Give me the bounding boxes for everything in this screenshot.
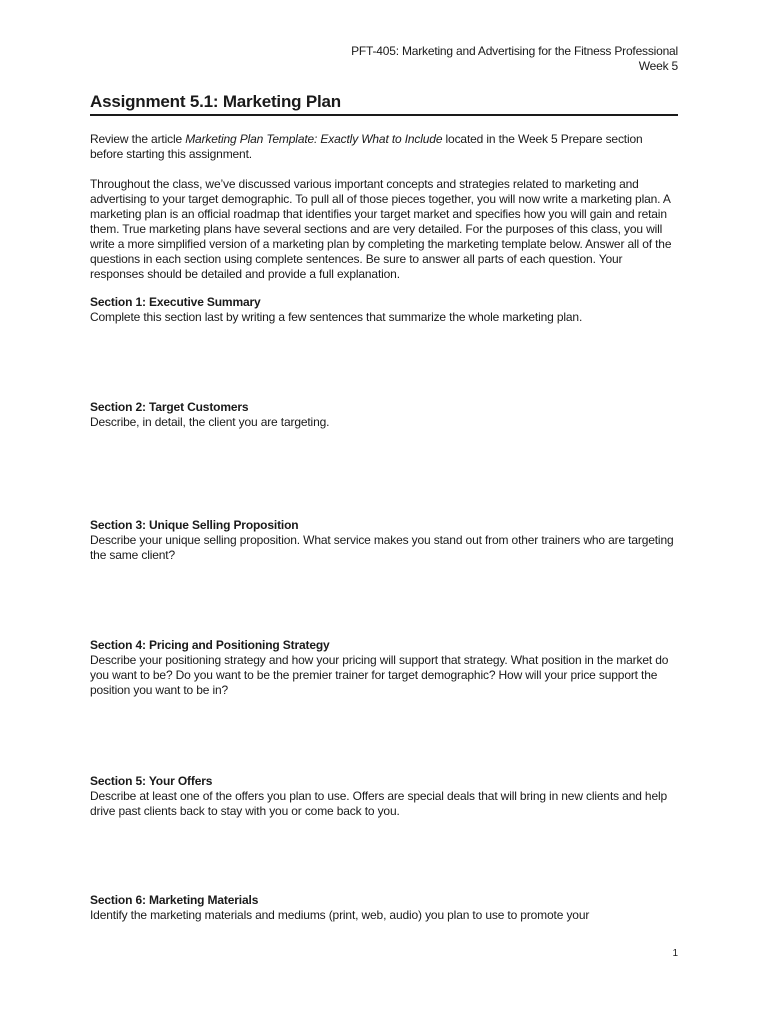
section-heading: Section 3: Unique Selling Proposition	[90, 518, 299, 532]
page-number: 1	[672, 948, 678, 959]
section-heading: Section 6: Marketing Materials	[90, 893, 259, 907]
section-heading: Section 2: Target Customers	[90, 400, 249, 414]
review-prefix: Review the article	[90, 132, 186, 146]
course-title: PFT-405: Marketing and Advertising for the Fitness Professional	[351, 44, 678, 58]
section-heading: Section 1: Executive Summary	[90, 295, 261, 309]
review-article-title: Marketing Plan Template: Exactly What to Include	[185, 132, 443, 146]
section-4	[90, 638, 678, 698]
section-text: Describe, in detail, the client you are targeting.	[90, 415, 330, 429]
section-heading: Section 4: Pricing and Positioning Strategy	[90, 638, 330, 652]
review-suffix: located in the Week 5 Prepare section before starting this assignment.	[90, 132, 643, 161]
section-heading: Section 5: Your Offers	[90, 774, 213, 788]
intro-review-paragraph	[90, 132, 678, 162]
assignment-title: Assignment 5.1: Marketing Plan	[90, 92, 678, 116]
section-6	[90, 893, 678, 923]
section-text: Identify the marketing materials and mediums (print, web, audio) you plan to use to promote your	[90, 908, 590, 922]
section-text: Complete this section last by writing a few sentences that summarize the whole marketing plan.	[90, 310, 583, 324]
section-3	[90, 518, 678, 563]
section-1	[90, 295, 678, 325]
section-text: Describe your positioning strategy and how your pricing will support that strategy. What position in the market do you want to be? Do you want to be the premier trainer for target demographic? How will your price support the position you want to be in?	[90, 653, 669, 697]
section-text: Describe at least one of the offers you plan to use. Offers are special deals that will bring in new clients and help drive past clients back to stay with you or come back to you.	[90, 789, 668, 818]
page-header	[351, 44, 678, 74]
intro-paragraph: Throughout the class, we’ve discussed various important concepts and strategies related to marketing and advertising to your target demographic. To pull all of those pieces together, you will now write a marketing plan. A marketing plan is an official roadmap that identifies your target market and specifies how you will gain and retain them. True marketing plans have several sections and are very detailed. For the purposes of this class, you will write a more simplified version of a marketing plan by completing the marketing template below. Answer all of the questions in each section using complete sentences. Be sure to answer all parts of each question. Your responses should be detailed and provide a full explanation.	[90, 177, 672, 281]
section-text: Describe your unique selling proposition. What service makes you stand out from other trainers who are targeting the same client?	[90, 533, 674, 562]
section-5	[90, 774, 678, 819]
week-label: Week 5	[638, 59, 678, 73]
section-2	[90, 400, 678, 430]
